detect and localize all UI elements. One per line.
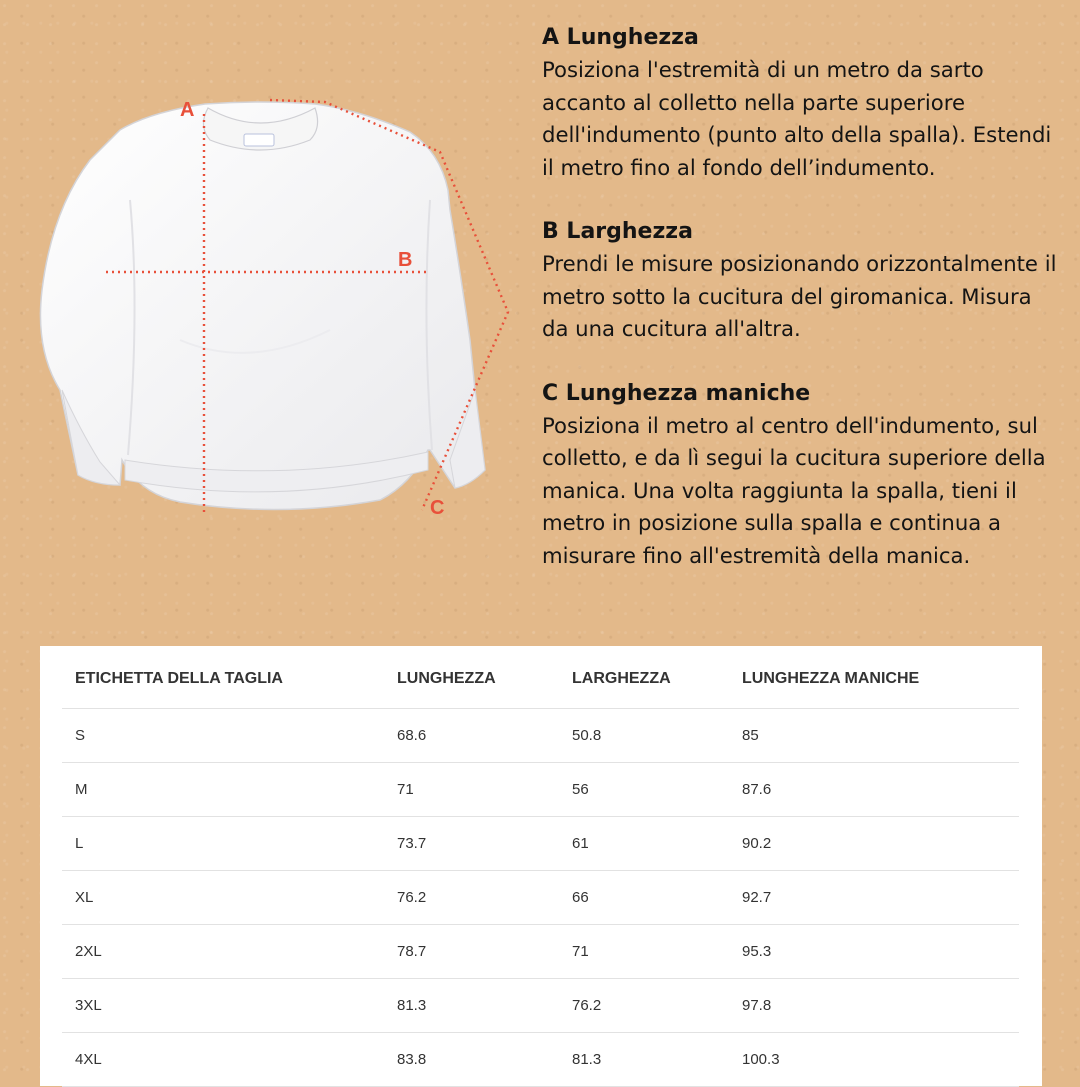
instruction-text: Posiziona l'estremità di un metro da sarto accanto al colletto nella parte superiore dell'indumento (punto alto della spalla). Estendi il metro fino al fondo dell’indumento. bbox=[542, 57, 1052, 180]
table-header-row bbox=[62, 646, 1019, 709]
instruction-sleeve bbox=[542, 378, 1062, 573]
table-row bbox=[62, 817, 1019, 871]
header-size-label: ETICHETTA DELLA TAGLIA bbox=[62, 646, 384, 709]
cell-size: L bbox=[62, 817, 384, 871]
header-sleeve-length: LUNGHEZZA MANICHE bbox=[729, 646, 1019, 709]
cell-width: 66 bbox=[559, 871, 729, 925]
cell-sleeve: 92.7 bbox=[729, 871, 1019, 925]
instruction-text: Prendi le misure posizionando orizzontalmente il metro sotto la cucitura del giromanica. Misura da una cucitura all'altra. bbox=[542, 251, 1057, 341]
instruction-title: A Lunghezza bbox=[542, 25, 699, 50]
header-length: LUNGHEZZA bbox=[384, 646, 559, 709]
header-width: LARGHEZZA bbox=[559, 646, 729, 709]
table-row bbox=[62, 979, 1019, 1033]
table-row bbox=[62, 709, 1019, 763]
cell-size: XL bbox=[62, 871, 384, 925]
size-table bbox=[62, 646, 1019, 1087]
instruction-title: C Lunghezza maniche bbox=[542, 380, 811, 406]
cell-sleeve: 87.6 bbox=[729, 763, 1019, 817]
cell-size: 4XL bbox=[62, 1033, 384, 1087]
cell-size: M bbox=[62, 763, 384, 817]
size-table-panel bbox=[40, 646, 1042, 1086]
cell-width: 81.3 bbox=[559, 1033, 729, 1087]
cell-length: 81.3 bbox=[384, 979, 559, 1033]
instruction-length bbox=[542, 22, 1062, 184]
measurement-instructions bbox=[542, 22, 1062, 604]
cell-length: 68.6 bbox=[384, 709, 559, 763]
instruction-text: Posiziona il metro al centro dell'indumento, sul colletto, e da lì segui la cucitura superiore della manica. Una volta raggiunta la spalla, tieni il metro in posizione sulla spalla e continua a misurare fino all'estremità della manica. bbox=[542, 412, 1046, 568]
table-row bbox=[62, 763, 1019, 817]
cell-length: 71 bbox=[384, 763, 559, 817]
cell-sleeve: 100.3 bbox=[729, 1033, 1019, 1087]
table-row bbox=[62, 925, 1019, 979]
cell-sleeve: 97.8 bbox=[729, 979, 1019, 1033]
label-a: A bbox=[180, 99, 195, 121]
cell-length: 78.7 bbox=[384, 925, 559, 979]
table-row bbox=[62, 871, 1019, 925]
label-b: B bbox=[398, 249, 413, 271]
cell-length: 83.8 bbox=[384, 1033, 559, 1087]
sweatshirt-image bbox=[40, 102, 485, 510]
cell-sleeve: 95.3 bbox=[729, 925, 1019, 979]
cell-sleeve: 90.2 bbox=[729, 817, 1019, 871]
cell-width: 76.2 bbox=[559, 979, 729, 1033]
cell-size: S bbox=[62, 709, 384, 763]
cell-size: 2XL bbox=[62, 925, 384, 979]
label-c: C bbox=[430, 497, 445, 519]
table-row bbox=[62, 1033, 1019, 1087]
cell-width: 61 bbox=[559, 817, 729, 871]
sweatshirt-diagram bbox=[30, 90, 520, 530]
cell-size: 3XL bbox=[62, 979, 384, 1033]
cell-width: 50.8 bbox=[559, 709, 729, 763]
cell-width: 56 bbox=[559, 763, 729, 817]
instruction-title: B Larghezza bbox=[542, 219, 693, 244]
instruction-width bbox=[542, 216, 1062, 346]
cell-width: 71 bbox=[559, 925, 729, 979]
cell-length: 76.2 bbox=[384, 871, 559, 925]
cell-length: 73.7 bbox=[384, 817, 559, 871]
cell-sleeve: 85 bbox=[729, 709, 1019, 763]
